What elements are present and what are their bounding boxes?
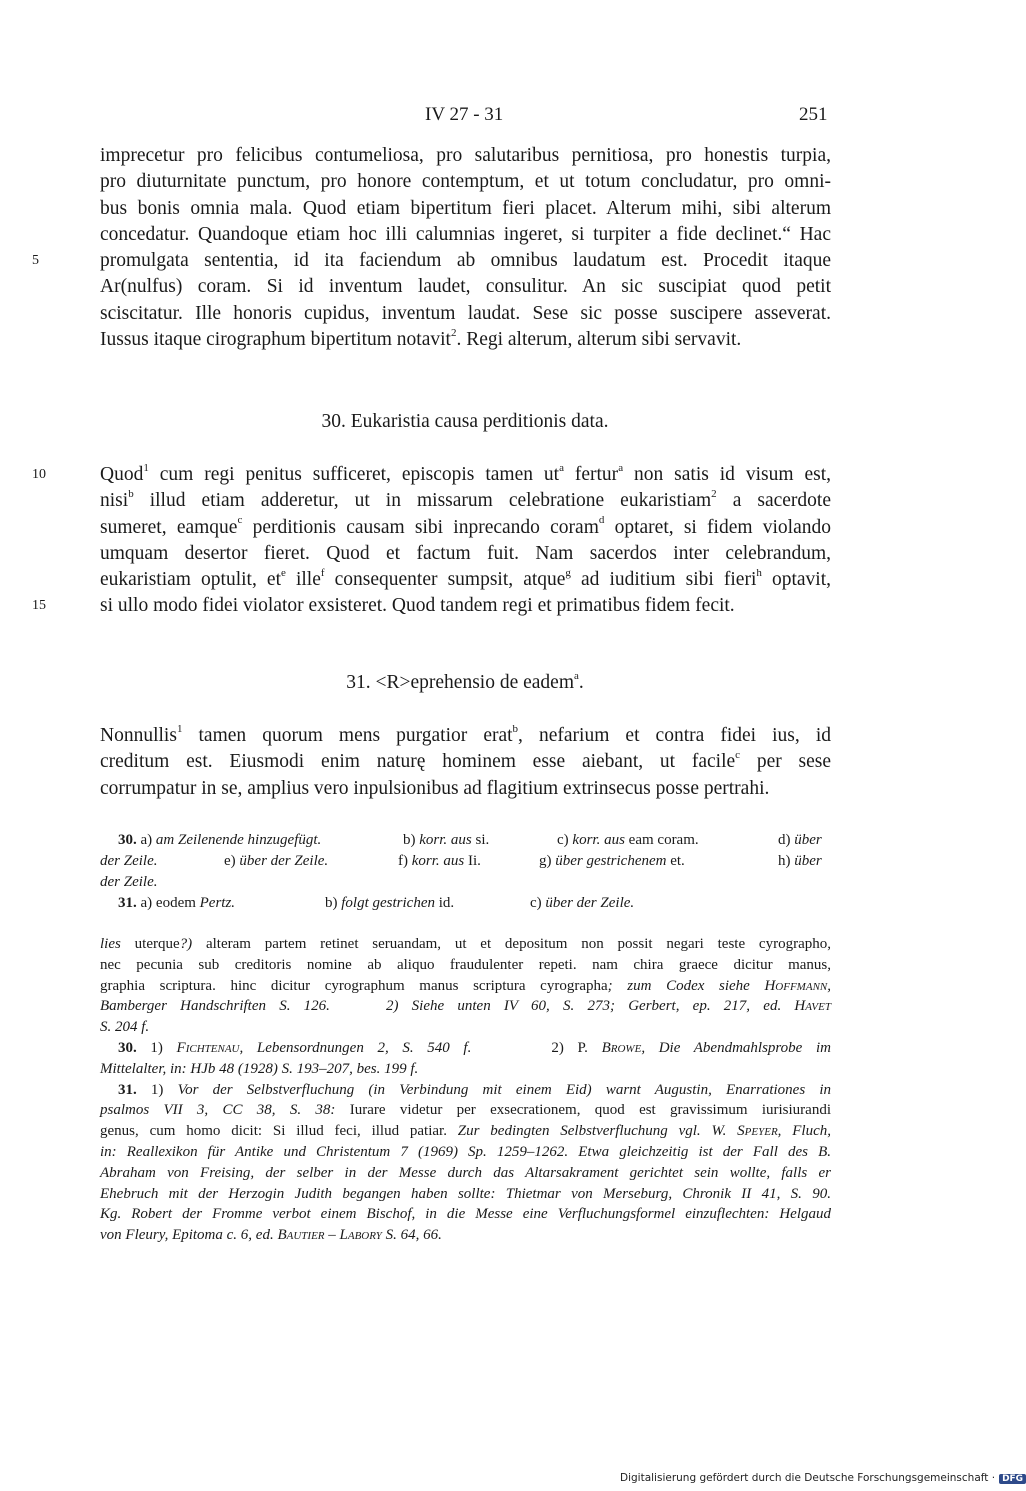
heading-text: . (578, 672, 584, 693)
text-segment: ille (285, 569, 321, 591)
apparatus-row (100, 872, 831, 893)
apparatus-letter: d) (778, 832, 791, 848)
footer-text: Digitalisierung gefördert durch die Deutsche Forschungsgemeinschaft · (620, 1472, 996, 1484)
footnote-marker: d (598, 514, 605, 527)
text-line: imprecetur pro felicibus contumeliosa, pro salutaribus pernitiosa, pro honestis turpia, (100, 145, 831, 166)
chapter-heading-31-text (346, 669, 584, 693)
note-segment: genus, cum homo dicit: Si illud feci, illud patiar. (100, 1123, 458, 1140)
note-segment: , Fluch, (777, 1123, 831, 1140)
apparatus-row (100, 893, 831, 914)
note-segment: , Lebensordnungen 2, S. 540 f. (239, 1039, 472, 1056)
apparatus-note: folgt gestrichen (341, 895, 435, 911)
apparatus-note: korr. (572, 832, 601, 848)
text-segment: si ullo modo fidei violator exsisteret. Quod tandem regi et primatibus fidem fecit. (100, 595, 735, 617)
paragraph-31 (100, 723, 831, 802)
note-segment: von Fleury, Epitoma c. 6, ed. (100, 1227, 278, 1244)
apparatus-row (100, 851, 831, 872)
apparatus-note: am Zeilenende hinzugefügt. (155, 832, 322, 848)
text-segment: Iussus itaque cirographum bipertitum notavit (100, 329, 451, 351)
note-segment: S. 204 f. (100, 1019, 150, 1036)
note-segment: Kg. Robert der Fromme verbot einem Bischof, in die Messe eine Verfluchungsformel einzuflechten: Helgaud (100, 1206, 831, 1223)
apparatus-number: 30. (118, 832, 137, 848)
note-line (100, 1038, 831, 1059)
note-number: 31. (118, 1081, 137, 1098)
text-line: corrumpatur in se, amplius vero inpulsionibus ad flagitium extrinsecus posse pertrahi. (100, 777, 770, 799)
text-segment: ad iuditium sibi fieri (570, 569, 757, 591)
apparatus-note: korr. (419, 832, 448, 848)
footnote-marker: 2 (711, 487, 717, 500)
dfg-logo-icon: DFG (999, 1474, 1026, 1484)
apparatus-letter: a) (140, 895, 153, 911)
apparatus-note: über (794, 853, 822, 869)
note-segment: ; zum Codex siehe (607, 977, 765, 994)
note-segment: 2) P. (551, 1039, 602, 1056)
text-segment: nisi (100, 490, 129, 512)
line-number: 15 (32, 598, 46, 614)
text-line-content: promulgata sententia, id ita faciendum ab omnibus laudatum est. Procedit itaque (100, 250, 831, 272)
apparatus-note: der Zeile. (100, 853, 158, 869)
apparatus-letter: a) (140, 832, 153, 848)
chapter-heading-31 (0, 669, 1000, 694)
text-segment: , nefarium et contra fidei ius, id (518, 725, 831, 746)
note-line (100, 976, 831, 997)
footnote-marker: 1 (176, 722, 183, 735)
note-segment: , Die Abendmahlsprobe im (641, 1039, 831, 1056)
paragraph-30 (32, 461, 832, 620)
footnote-marker: a (559, 461, 564, 474)
footnote-marker: a (574, 669, 579, 682)
apparatus-note: eam coram. (628, 832, 699, 848)
text-segment: optavit, (761, 569, 831, 591)
footnote-marker: e (281, 566, 286, 579)
note-segment: alteram partem retinet seruandam, ut et depositum non possit negari teste cyrographo, (192, 936, 831, 952)
text-segment: perditionis causam sibi inprecando coram (242, 516, 599, 538)
text-segment: non satis id visum est, (623, 464, 831, 485)
note-line (100, 1225, 831, 1246)
text-segment: tamen quorum mens purgatior erat (182, 725, 513, 746)
text-line: umquam desertor fieret. Quod et factum fuit. Nam sacerdos inter celebrandum, (100, 542, 831, 564)
line-number: 5 (32, 253, 39, 269)
text-segment: Nonnullis (100, 725, 177, 746)
running-head (0, 104, 1000, 130)
note-segment: Havet (794, 998, 831, 1015)
note-segment: Mittelalter, in: HJb 48 (1928) S. 193–207, bes. 199 f. (100, 1060, 419, 1077)
note-line (100, 1163, 831, 1184)
note-segment: 1) (136, 1039, 177, 1056)
text-line (100, 488, 831, 514)
text-segment: a sacerdote (716, 490, 832, 512)
note-line: nec pecunia sub creditoris nomine ab aliquo fraudulenter repeti. nam chira graece dicitur manus, (100, 956, 831, 973)
text-line: bus bonis omnia mala. Quod etiam bipertitum fieri placet. Alterum mihi, sibi alterum (100, 197, 831, 219)
footnote-marker: 2 (450, 326, 457, 339)
note-segment: – (324, 1227, 340, 1244)
note-segment: lies (100, 936, 121, 952)
text-line (32, 593, 831, 619)
apparatus-letter: g) (539, 853, 552, 869)
footnote-marker: a (618, 461, 624, 474)
text-line (32, 461, 831, 488)
note-segment: 1) (136, 1081, 178, 1098)
note-segment: in: Reallexikon für Antike und Christentum 7 (1969) Sp. 1259–1262. Etwa gleichzeitig ist der Fall des B. (100, 1143, 831, 1160)
commentary-notes (100, 934, 831, 1246)
footnote-marker: 1 (143, 461, 149, 474)
apparatus-note: eodem (155, 895, 196, 911)
note-segment: graphia scriptura. hinc dicitur cyrographum manus scriptura cyrographa (100, 977, 608, 994)
note-segment: Fichtenau (176, 1039, 240, 1056)
note-line (100, 1204, 831, 1225)
text-segment: eukaristiam optulit, et (100, 569, 281, 591)
note-segment: Vor der Selbstverfluchung (in Verbindung mit einem Eid) warnt Augustin, Enarrationes in (177, 1081, 831, 1098)
text-line: Ar(nulfus) coram. Si id inventum laudet, consulitur. An sic suscipiat quod petit (100, 276, 831, 298)
apparatus-number: 31. (118, 895, 137, 911)
text-segment: optaret, si fidem violando (604, 516, 832, 538)
text-segment: cum regi penitus sufficeret, episcopis tamen ut (148, 464, 560, 485)
text-segment: creditum est. Eiusmodi enim naturę hominem esse aiebant, ut facile (100, 751, 736, 773)
footnote-marker: c (237, 514, 243, 527)
apparatus-letter: b) (403, 832, 416, 848)
paragraph-29-continuation (32, 143, 831, 353)
heading-text: 31. <R>eprehensio de eadem (346, 672, 574, 693)
note-line (100, 1121, 831, 1142)
text-line: concedatur. Quandoque etiam hoc illi calumnias ingeret, si turpiter a fide declinet.“ Hac (100, 223, 831, 245)
apparatus-letter: h) (778, 853, 791, 869)
footnote-marker: g (565, 566, 571, 579)
apparatus-letter: e) (224, 853, 236, 869)
apparatus-note: Ii. (468, 853, 481, 869)
text-line (100, 327, 831, 353)
note-line (100, 1142, 831, 1163)
footnote-marker: c (735, 748, 741, 761)
apparatus-note: aus (443, 853, 465, 869)
footnote-marker: b (512, 722, 519, 735)
text-line: pro diuturnitate punctum, pro honore contemptum, et ut totum concludatur, pro omni- (100, 171, 831, 193)
note-segment: Iurare videtur per exsecrationem, quod est gravissimum iurisiurandi (335, 1102, 831, 1119)
apparatus-letter: c) (530, 895, 542, 911)
note-segment: ?) (179, 936, 193, 952)
note-segment: Bautier (277, 1227, 325, 1244)
note-segment: Speyer (737, 1123, 778, 1140)
note-segment: Zur bedingten Selbstverfluchung vgl. W. (457, 1123, 738, 1140)
note-segment: 2) Siehe unten IV 60, S. 273; Gerbert, ep. 217, ed. (385, 998, 795, 1015)
page-number: 251 (799, 104, 828, 125)
note-segment: S. 64, 66. (381, 1227, 442, 1244)
line-number: 10 (32, 467, 46, 482)
apparatus-note: aus (450, 832, 472, 848)
apparatus-note: über gestrichenem (555, 853, 667, 869)
footnote-marker: h (756, 566, 762, 579)
text-segment: fertur (563, 464, 619, 485)
chapter-heading-30-text: 30. Eukaristia causa perditionis data. (321, 411, 609, 432)
note-segment: psalmos VII 3, CC 38, S. 38: (100, 1102, 336, 1119)
footnote-marker: b (128, 487, 134, 500)
footnote-marker: f (320, 566, 325, 579)
text-segment: illud etiam adderetur, ut in missarum celebratione eukaristiam (133, 490, 712, 512)
note-line (100, 1184, 831, 1205)
text-line (100, 749, 831, 775)
apparatus-note: et. (670, 853, 685, 869)
text-segment: sumeret, eamque (100, 516, 238, 538)
apparatus-note: Pertz. (199, 895, 236, 911)
text-segment: per sese (740, 751, 832, 773)
apparatus-note: über (794, 832, 822, 848)
note-segment: Bamberger Handschriften S. 126. (100, 998, 330, 1015)
apparatus-note: über der Zeile. (545, 895, 635, 911)
note-line (100, 1017, 831, 1038)
apparatus-note: über der Zeile. (239, 853, 329, 869)
note-segment: Abraham von Freising, der selber in der Messe durch das Altarsakrament gerichtet sein wollte, falls er (100, 1164, 831, 1181)
text-segment: . Regi alterum, alterum sibi servavit. (456, 329, 742, 351)
apparatus-row (100, 830, 831, 851)
apparatus-note: korr. (411, 853, 440, 869)
text-line (100, 515, 831, 541)
text-segment: Quod (100, 464, 144, 485)
note-line (100, 1059, 831, 1080)
apparatus-letter: c) (557, 832, 569, 848)
apparatus-note: der Zeile. (100, 874, 158, 890)
note-line (100, 996, 831, 1017)
note-line (100, 934, 831, 955)
chapter-heading-30 (0, 411, 1000, 433)
running-head-title: IV 27 - 31 (425, 104, 504, 125)
note-line (100, 1080, 831, 1101)
apparatus-note: id. (438, 895, 455, 911)
apparatus-note: aus (604, 832, 625, 848)
text-segment: consequenter sumpsit, atque (324, 569, 566, 591)
note-segment: Hoffmann, (764, 977, 831, 994)
digitization-footer (620, 1472, 1026, 1484)
note-segment: uterque (120, 936, 180, 952)
text-line (100, 567, 831, 593)
critical-apparatus (100, 830, 831, 914)
apparatus-letter: b) (325, 895, 338, 911)
apparatus-letter: f) (398, 853, 408, 869)
text-line (32, 248, 831, 274)
note-number: 30. (118, 1039, 137, 1056)
note-segment: Ehebruch mit der Herzogin Judith begangen haben sollte: Thietmar von Merseburg, Chronik II 41, S. 90. (100, 1185, 831, 1202)
text-line: sciscitatur. Ille honoris cupidus, inventum laudat. Sese sic posse suscipere asseverat. (100, 302, 831, 324)
text-line (100, 723, 831, 749)
apparatus-note: si. (475, 832, 490, 848)
note-segment: Labory (339, 1227, 382, 1244)
note-segment: Browe (601, 1039, 642, 1056)
note-line (100, 1100, 831, 1121)
